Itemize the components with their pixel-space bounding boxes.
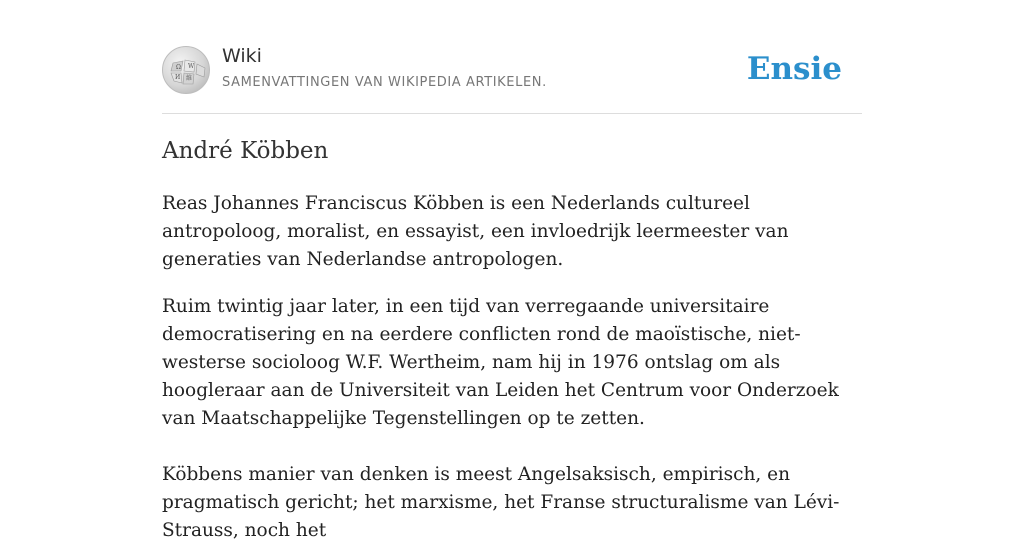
svg-text:維: 維 [186, 75, 193, 82]
article-title: André Köbben [162, 138, 329, 164]
article-paragraph-2: Ruim twintig jaar later, in een tijd van verregaande universitaire democratisering en na eerdere conflicten rond de maoïstische, niet-westerse socioloog W.F. Wertheim, nam hij in 1976 ontslag om als hoogleraar aan de Universiteit van Leiden het Centrum voor Onderzoek van Maatschappelijke Tegenstellingen op te zetten. [162, 296, 839, 429]
wikipedia-globe-icon[interactable] [162, 46, 210, 94]
article-paragraph-3: Köbbens manier van denken is meest Angelsaksisch, empirisch, en pragmatisch gericht; het marxisme, het Franse structuralisme van Lévi-Strauss, noch het [162, 464, 840, 541]
site-header [162, 0, 862, 114]
svg-text:Ω: Ω [176, 64, 181, 71]
article-paragraph-1: Reas Johannes Franciscus Köbben is een Nederlands cultureel antropoloog, moralist, en essayist, een invloedrijk leermeester van generaties van Nederlandse antropologen. [162, 193, 789, 270]
site-subtitle: SAMENVATTINGEN VAN WIKIPEDIA ARTIKELEN. [222, 75, 547, 90]
site-title[interactable]: Wiki [222, 45, 262, 67]
svg-text:И: И [175, 74, 181, 81]
ensie-brand-link[interactable]: Ensie [746, 51, 842, 87]
page-container [162, 0, 862, 541]
svg-text:W: W [188, 63, 195, 70]
